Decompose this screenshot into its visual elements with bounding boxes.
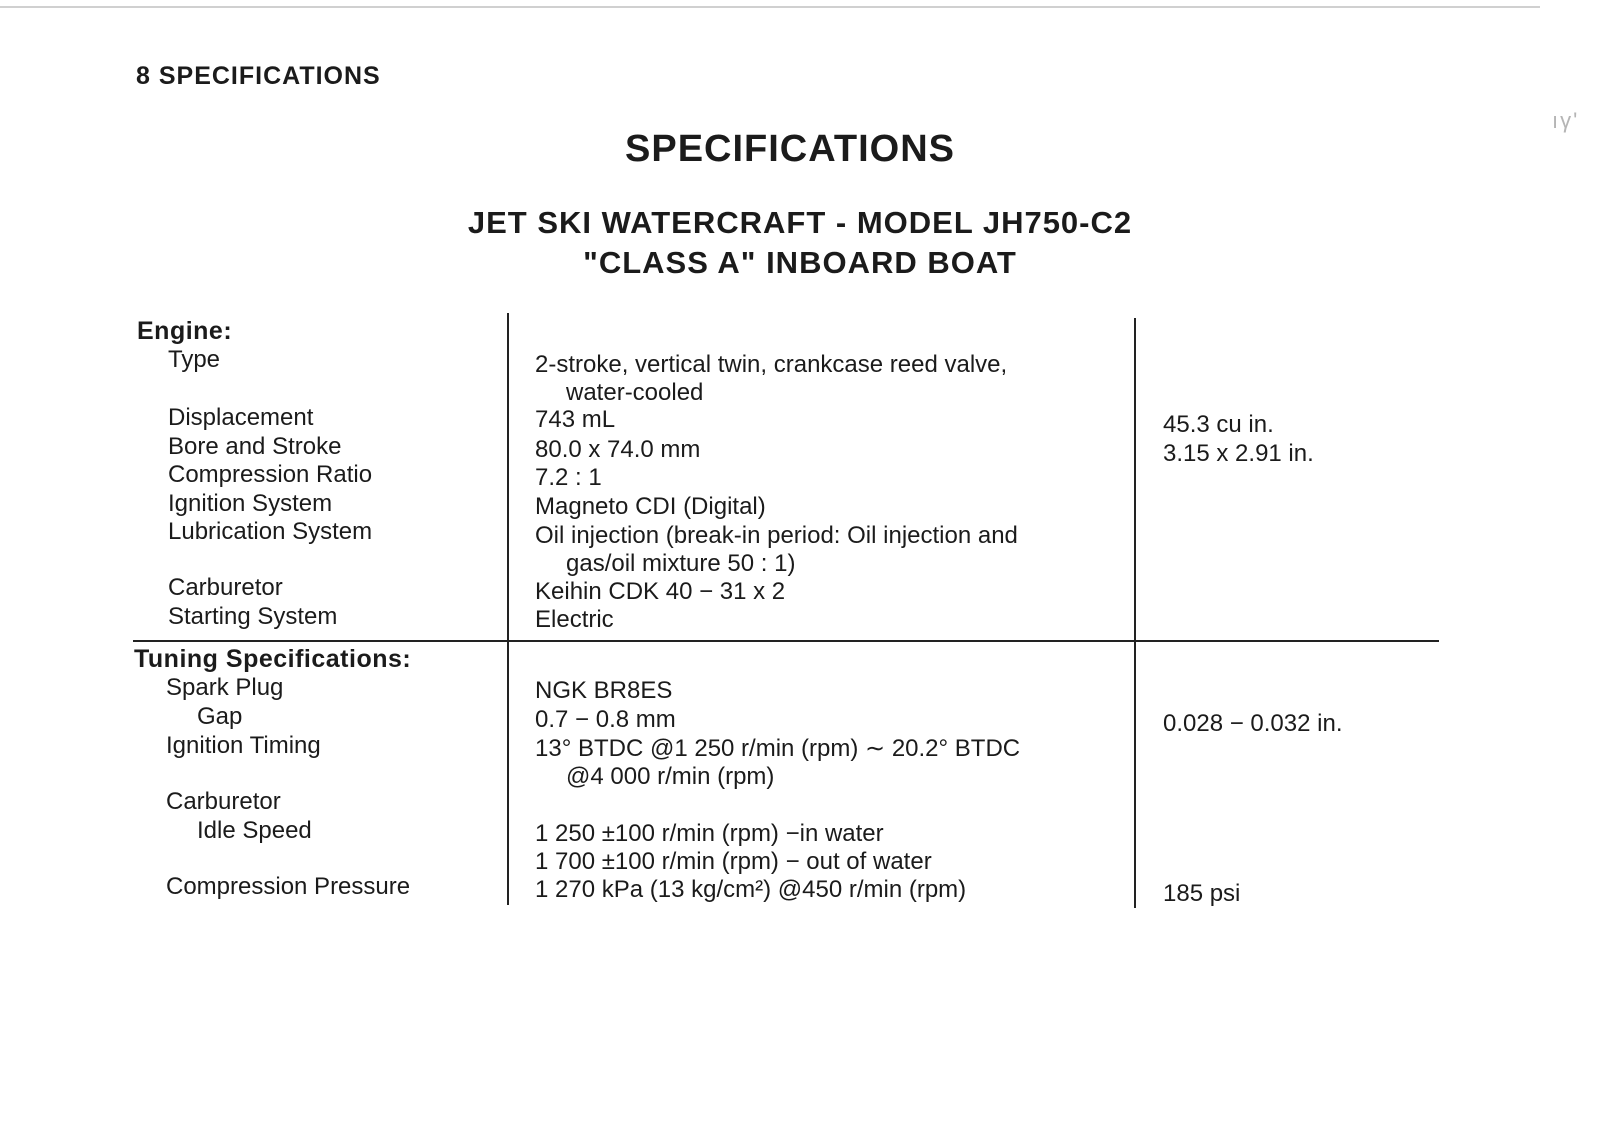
carburetor-value: Keihin CDK 40 − 31 x 2	[535, 578, 786, 605]
column-divider-right	[1134, 318, 1136, 908]
tuning-carburetor-label: Carburetor	[166, 788, 281, 815]
bore-stroke-alt-value: 3.15 x 2.91 in.	[1163, 440, 1314, 467]
ignition-system-value: Magneto CDI (Digital)	[535, 493, 766, 520]
gap-alt-value: 0.028 − 0.032 in.	[1163, 710, 1343, 737]
spark-plug-value: NGK BR8ES	[535, 677, 673, 704]
section-divider	[133, 640, 1439, 642]
idle-speed-value: 1 250 ±100 r/min (rpm) −in water	[535, 820, 884, 847]
lubrication-label: Lubrication System	[168, 518, 373, 545]
compression-pressure-label: Compression Pressure	[166, 873, 411, 900]
gap-value: 0.7 − 0.8 mm	[535, 706, 676, 733]
type-label: Type	[168, 346, 221, 373]
bore-stroke-value: 80.0 x 74.0 mm	[535, 436, 701, 463]
page-header: 8 SPECIFICATIONS	[136, 62, 381, 90]
starting-system-label: Starting System	[168, 603, 338, 630]
type-value: 2-stroke, vertical twin, crankcase reed valve,	[535, 351, 1008, 378]
page-title: SPECIFICATIONS	[625, 128, 955, 170]
type-value-cont: water-cooled	[566, 379, 704, 406]
compression-pressure-value: 1 270 kPa (13 kg/cm²) @450 r/min (rpm)	[535, 876, 967, 903]
compression-ratio-label: Compression Ratio	[168, 461, 373, 488]
carburetor-label: Carburetor	[168, 574, 283, 601]
idle-speed-value-cont: 1 700 ±100 r/min (rpm) − out of water	[535, 848, 932, 875]
column-divider-left	[507, 313, 509, 905]
compression-pressure-alt-value: 185 psi	[1163, 880, 1241, 907]
ignition-timing-value: 13° BTDC @1 250 r/min (rpm) ∼ 20.2° BTDC	[535, 735, 1021, 762]
model-subtitle: JET SKI WATERCRAFT - MODEL JH750-C2	[467, 205, 1133, 240]
ignition-timing-value-cont: @4 000 r/min (rpm)	[566, 763, 775, 790]
ignition-system-label: Ignition System	[168, 490, 333, 517]
gap-label: Gap	[197, 703, 243, 730]
compression-ratio-value: 7.2 : 1	[535, 464, 602, 491]
ignition-timing-label: Ignition Timing	[166, 732, 321, 759]
displacement-label: Displacement	[168, 404, 314, 431]
spark-plug-label: Spark Plug	[166, 674, 284, 701]
bore-stroke-label: Bore and Stroke	[168, 433, 342, 460]
top-edge-rule	[0, 6, 1540, 8]
edge-scan-mark: ıγ'	[1552, 108, 1580, 133]
displacement-value: 743 mL	[535, 406, 616, 433]
engine-heading: Engine:	[137, 317, 233, 345]
starting-system-value: Electric	[535, 606, 614, 633]
idle-speed-label: Idle Speed	[197, 817, 312, 844]
tuning-heading: Tuning Specifications:	[134, 645, 412, 673]
displacement-alt-value: 45.3 cu in.	[1163, 411, 1274, 438]
class-subtitle: "CLASS A" INBOARD BOAT	[583, 245, 1017, 280]
lubrication-value: Oil injection (break-in period: Oil injection and	[535, 522, 1018, 549]
lubrication-value-cont: gas/oil mixture 50 : 1)	[566, 550, 796, 577]
